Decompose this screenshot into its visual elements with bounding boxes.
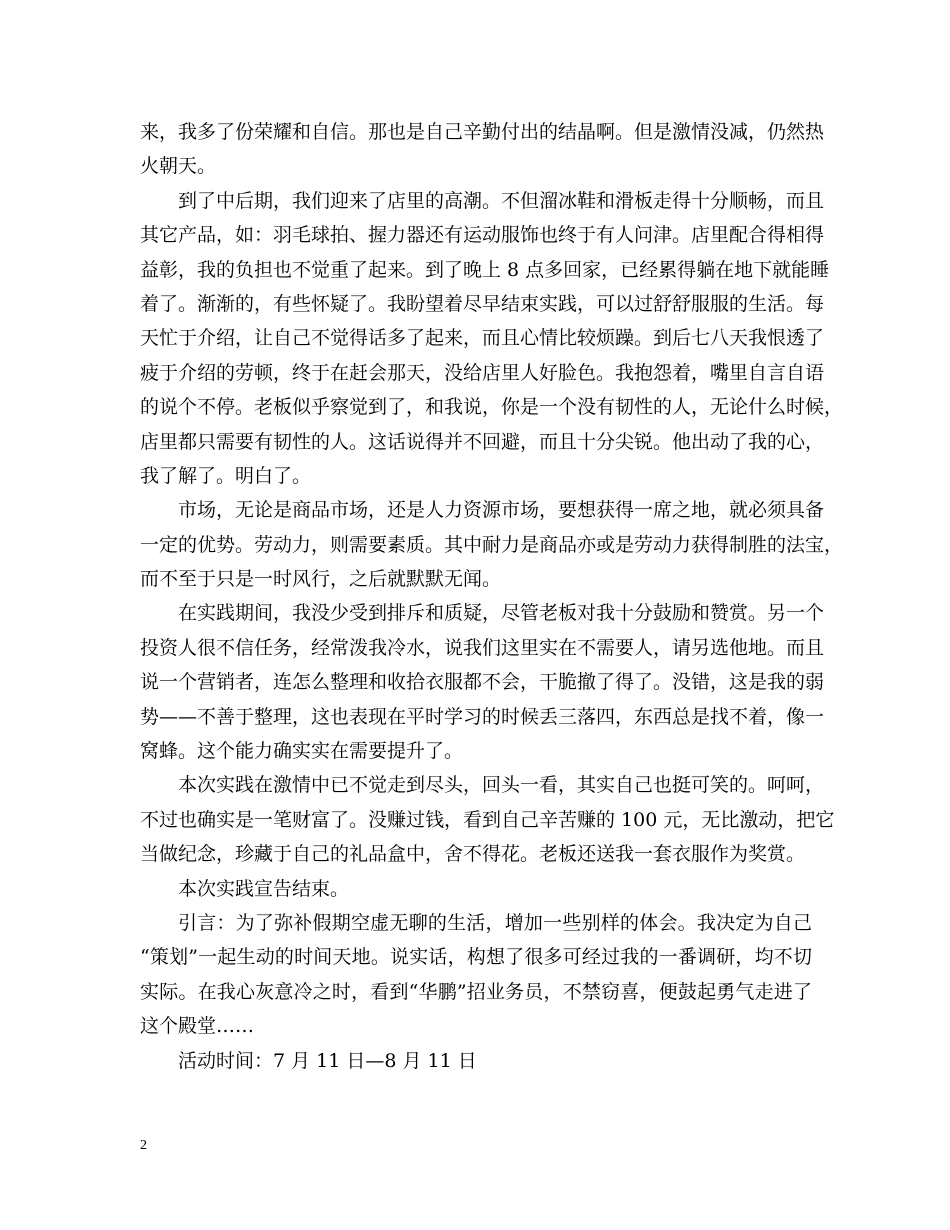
- paragraph-first-line: 活动时间：7 月 11 日—8 月 11 日: [178, 1049, 477, 1072]
- text-line: 来，我多了份荣耀和自信。那也是自己辛勤付出的结晶啊。但是激情没减，仍然热: [140, 121, 825, 143]
- text-line: 说一个营销者，连怎么整理和收拾衣服都不会，干脆撤了得了。没错，这是我的弱: [140, 671, 825, 694]
- paragraph-first-line: 市场，无论是商品市场，还是人力资源市场，要想获得一席之地，就必须具备: [178, 499, 825, 522]
- document-body: [140, 115, 844, 1078]
- text-line: 势——不善于整理，这也表现在平时学习的时候丢三落四，东西总是找不着，像一: [140, 705, 825, 728]
- text-line: “策划”一起生动的时间天地。说实话，构想了很多可经过我的一番调研，均不切: [140, 946, 812, 969]
- text-line: 这个殿堂……: [140, 1015, 255, 1038]
- paragraph-first-line: 本次实践宣告结束。: [178, 877, 350, 900]
- text-line: 着了。渐渐的，有些怀疑了。我盼望着尽早结束实践，可以过舒舒服服的生活。每: [140, 292, 825, 315]
- text-line: 火朝天。: [140, 155, 217, 178]
- text-line: 疲于介绍的劳顿，终于在赶会那天，没给店里人好脸色。我抱怨着，嘴里自言自语: [140, 361, 825, 384]
- text-line: 实际。在我心灰意冷之时，看到“华鹏”招业务员，不禁窃喜，便鼓起勇气走进了: [140, 980, 812, 1003]
- text-line: 不过也确实是一笔财富了。没赚过钱，看到自己辛苦赚的 100 元，无比激动，把它: [140, 808, 835, 831]
- paragraph-first-line: 引言：为了弥补假期空虚无聊的生活，增加一些别样的体会。我决定为自己: [178, 911, 812, 934]
- text-line: 而不至于只是一时风行，之后就默默无闻。: [140, 568, 502, 591]
- text-line: 一定的优势。劳动力，则需要素质。其中耐力是商品亦或是劳动力获得制胜的法宝，: [140, 533, 844, 556]
- paragraph-first-line: 到了中后期，我们迎来了店里的高潮。不但溜冰鞋和滑板走得十分顺畅，而且: [178, 189, 825, 212]
- paragraph-first-line: 本次实践在激情中已不觉走到尽头，回头一看，其实自己也挺可笑的。呵呵，: [178, 774, 825, 797]
- text-line: 的说个不停。老板似乎察觉到了，和我说，你是一个没有韧性的人，无论什么时候，: [140, 396, 844, 419]
- text-line: 投资人很不信任务，经常泼我冷水，说我们这里实在不需要人，请另选他地。而且: [140, 636, 825, 659]
- text-line: 我了解了。明白了。: [140, 464, 312, 487]
- text-line: 窝蜂。这个能力确实实在需要提升了。: [140, 740, 464, 763]
- paragraph-first-line: 在实践期间，我没少受到排斥和质疑，尽管老板对我十分鼓励和赞赏。另一个: [178, 602, 825, 625]
- text-line: 天忙于介绍，让自己不觉得话多了起来，而且心情比较烦躁。到后七八天我恨透了: [140, 327, 825, 350]
- text-line: 其它产品，如：羽毛球拍、握力器还有运动服饰也终于有人问津。店里配合得相得: [140, 224, 825, 247]
- page-number: 2: [140, 1138, 147, 1153]
- text-line: 店里都只需要有韧性的人。这话说得并不回避，而且十分尖锐。他出动了我的心，: [140, 430, 825, 453]
- text-line: 益彰，我的负担也不觉重了起来。到了晚上 8 点多回家，已经累得躺在地下就能睡: [140, 258, 830, 281]
- text-line: 当做纪念，珍藏于自己的礼品盒中，舍不得花。老板还送我一套衣服作为奖赏。: [140, 843, 806, 866]
